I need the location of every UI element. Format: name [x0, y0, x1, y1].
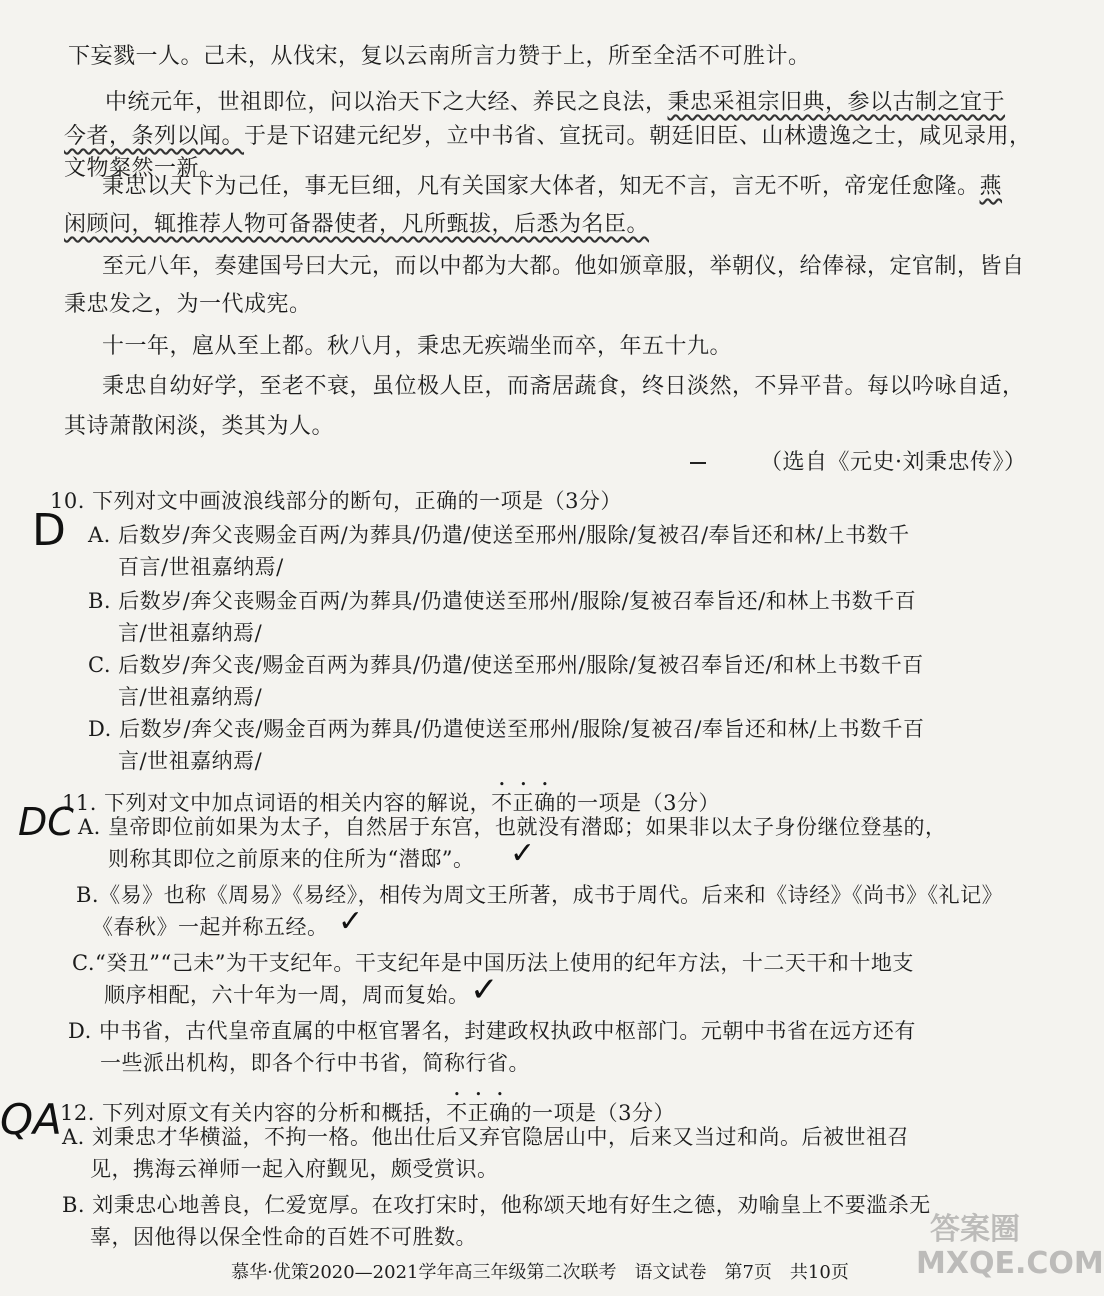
q12-option-a-line2: 见，携海云禅师一起入府觐见，颇受赏识。 [90, 1157, 499, 1181]
watermark-logo: 答案圈 [930, 1212, 1020, 1247]
wavy-underlined-text: 秉忠采祖宗旧典，参以古制之宜于 [667, 90, 1006, 115]
q12-stem-part1: 12. 下列对原文有关内容的分析和概括， [60, 1101, 447, 1125]
check-mark-icon: ✓ [338, 904, 364, 939]
q11-option-a-line1: A. 皇帝即位前如果为太子，自然居于东宫，也就没有潜邸；如果非以太子身份继位登基的， [78, 815, 947, 839]
q11-option-a-line2: 则称其即位之前原来的住所为“潜邸”。 [108, 847, 475, 871]
q12-stem-part3: 的一项是（3分） [510, 1101, 675, 1125]
watermark-url: MXQE.COM [916, 1246, 1104, 1281]
q10-stem: 10. 下列对文中画波浪线部分的断句，正确的一项是（3分） [50, 489, 622, 513]
q11-option-d-line2: 一些派出机构，即各个行中书省，简称行省。 [100, 1051, 530, 1075]
passage-line-3-text: 于是下诏建元纪岁，立中书省、宣抚司。朝廷旧臣、山林遗逸之士，咸见录用， [244, 124, 1032, 149]
passage-line-9: 十一年，扈从至上都。秋八月，秉忠无疾端坐而卒，年五十九。 [102, 334, 733, 359]
wavy-underlined-text: 今者，条列以闻。 [64, 124, 245, 149]
passage-line-8: 秉忠发之，为一代成宪。 [64, 292, 312, 317]
check-mark-icon: ✓ [470, 970, 499, 1010]
q11-stem-part3: 的一项是（3分） [555, 791, 720, 815]
passage-line-7: 至元八年，奏建国号曰大元，而以中都为大都。他如颁章服，举朝仪，给俸禄，定官制，皆自 [102, 254, 1025, 279]
q12-option-b-line1: B. 刘秉忠心地善良，仁爱宽厚。在攻打宋时，他称颂天地有好生之德，劝喻皇上不要滥杀无 [62, 1193, 931, 1217]
handwritten-answer-q10: D [32, 505, 66, 556]
q11-option-c-line1: C.“癸丑”“己未”为干支纪年。干支纪年是中国历法上使用的纪年方法，十二天干和十地支 [72, 951, 914, 975]
wavy-underlined-text: 闲顾问，辄推荐人物可备器使者，凡所甄拔，后悉为名臣。 [64, 212, 650, 237]
q10-option-a-line2: 百言/世祖嘉纳焉/ [118, 555, 284, 579]
passage-line-1: 下妄戮一人。己未，从伐宋，复以云南所言力赞于上，所至全活不可胜计。 [68, 44, 811, 69]
passage-line-3 [64, 122, 1032, 152]
handwritten-answer-q12: QA [0, 1095, 62, 1144]
handwritten-answer-q11: DC [18, 800, 74, 844]
q12-stem-emphasis: 不正确 [446, 1101, 511, 1125]
q11-stem-part1: 11. 下列对文中加点词语的相关内容的解说， [62, 791, 492, 815]
q11-option-b-line2: 《春秋》一起并称五经。 [92, 915, 329, 939]
q10-option-c-line1: C. 后数岁/奔父丧/赐金百两为葬具/仍遣/使送至邢州/服除/复被召奉旨还/和林上书数千百 [88, 653, 924, 677]
check-mark-icon: ✓ [510, 836, 536, 871]
passage-line-5-text: 秉忠以天下为己任，事无巨细，凡有关国家大体者，知无不言，言无不听，帝宠任愈隆。 [102, 174, 980, 199]
passage-line-11: 其诗萧散闲淡，类其为人。 [64, 414, 335, 439]
q12-option-b-line2: 辜，因他得以保全性命的百姓不可胜数。 [90, 1225, 477, 1249]
pen-stroke [690, 462, 706, 464]
passage-source: （选自《元史·刘秉忠传》） [760, 450, 1027, 475]
q10-option-c-line2: 言/世祖嘉纳焉/ [118, 685, 263, 709]
q10-option-b-line1: B. 后数岁/奔父丧赐金百两/为葬具/仍遣使送至邢州/服除/复被召奉旨还/和林上书数千百 [88, 589, 917, 613]
q11-option-d-line1: D. 中书省，古代皇帝直属的中枢官署名，封建政权执政中枢部门。元朝中书省在远方还有 [68, 1019, 916, 1043]
q10-option-a-line1: A. 后数岁/奔父丧赐金百两/为葬具/仍遣/使送至邢州/服除/复被召/奉旨还和林/上书数千 [88, 523, 910, 547]
q10-option-d-line1: D. 后数岁/奔父丧/赐金百两为葬具/仍遣使送至邢州/服除/复被召/奉旨还和林/上书数千百 [88, 717, 925, 741]
wavy-underlined-text: 燕 [979, 174, 1003, 199]
page-footer: 慕华·优策2020—2021学年高三年级第二次联考 语文试卷 第7页 共10页 [231, 1262, 849, 1283]
q11-option-c-line2: 顺序相配，六十年为一周，周而复始。 [104, 983, 470, 1007]
passage-line-5 [102, 172, 1002, 202]
q11-stem-emphasis: 不正确 [491, 791, 556, 815]
passage-line-4: 文物粲然一新。 [64, 156, 222, 181]
q11-option-b-line1: B.《易》也称《周易》《易经》，相传为周文王所著，成书于周代。后来和《诗经》《尚书》《礼记》 [76, 883, 1004, 907]
passage-line-2-text: 中统元年，世祖即位，问以治天下之大经、养民之良法， [105, 90, 668, 115]
q10-option-b-line2: 言/世祖嘉纳焉/ [118, 621, 263, 645]
q10-option-d-line2: 言/世祖嘉纳焉/ [118, 749, 263, 773]
passage-line-2 [105, 88, 1005, 118]
passage-line-6 [64, 210, 649, 240]
q12-option-a-line1: A. 刘秉忠才华横溢，不拘一格。他出仕后又弃官隐居山中，后来又当过和尚。后被世祖召 [62, 1125, 910, 1149]
passage-line-10: 秉忠自幼好学，至老不衰，虽位极人臣，而斋居蔬食，终日淡然，不异平昔。每以吟咏自适， [102, 374, 1025, 399]
